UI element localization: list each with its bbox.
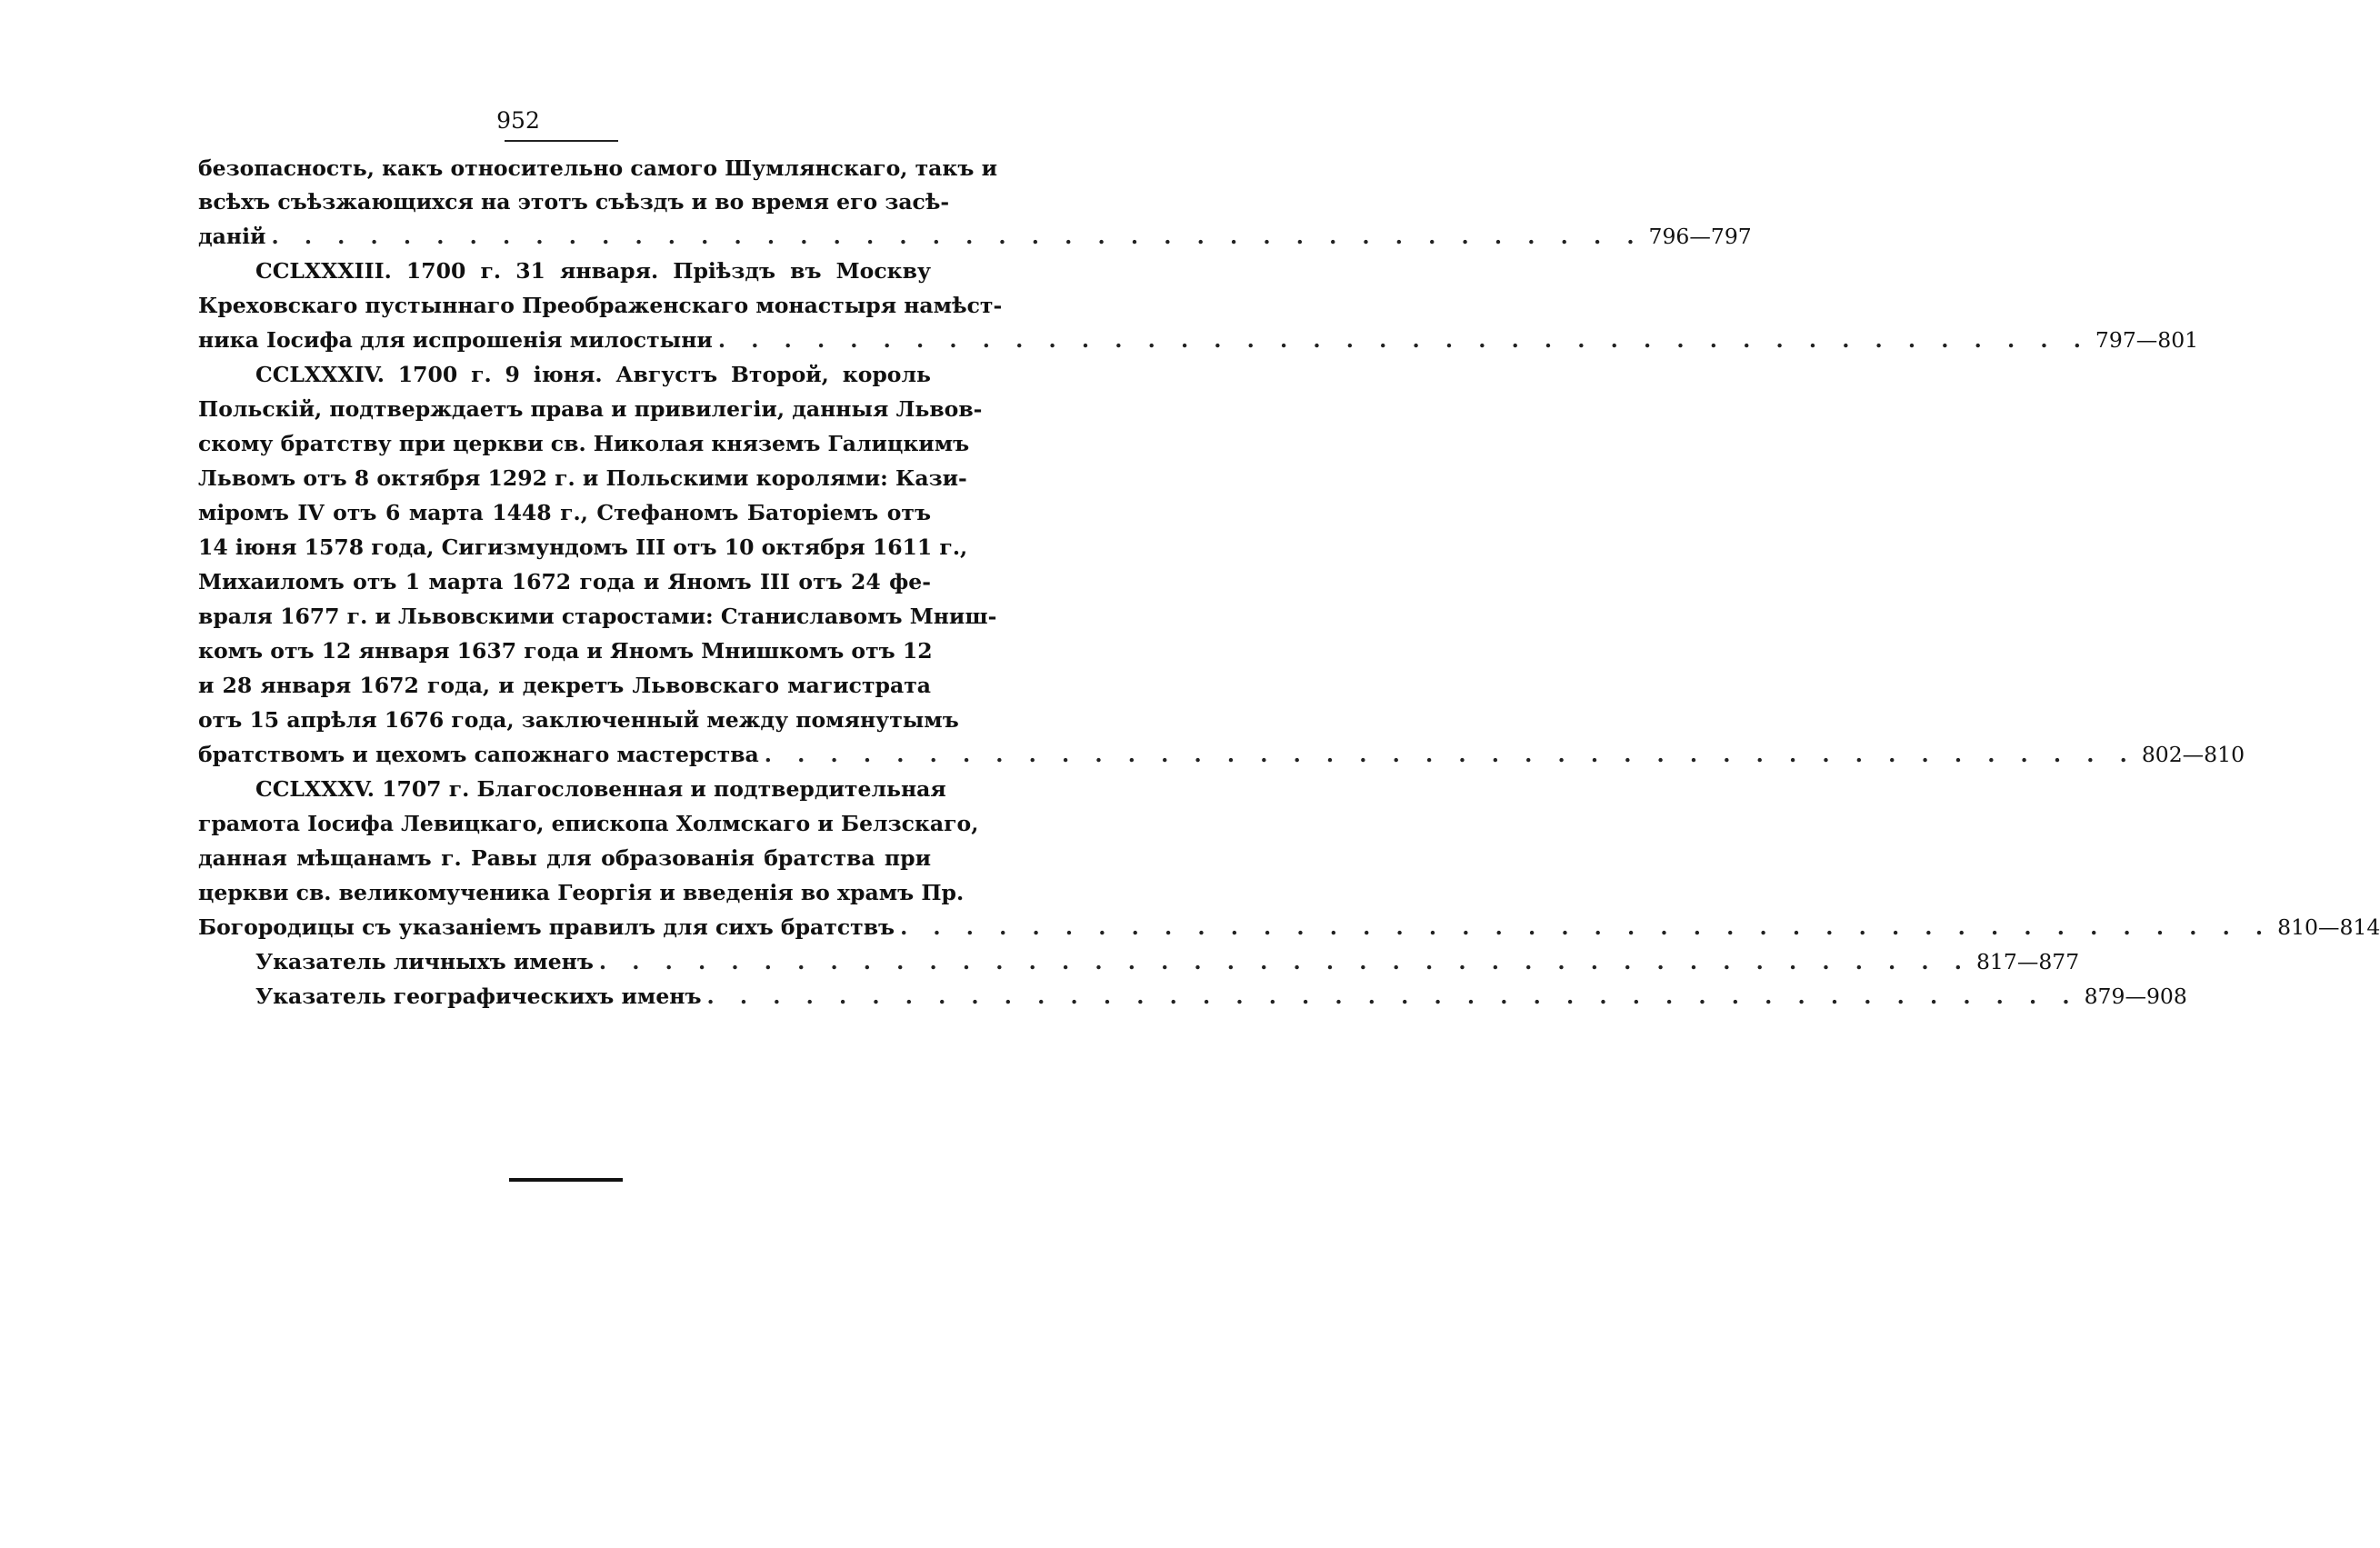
leader-dots: . . . . . . . . . . . . . . . . . . . . . . . . . . . . . . . . . . . . . . . . . .	[900, 914, 2273, 940]
index-personal-names	[255, 944, 2080, 979]
entry-title-tail: даній	[198, 224, 266, 249]
index-geographic-names	[255, 979, 2187, 1014]
entry-last-line	[198, 323, 2199, 357]
entry-title-tail: ника Іосифа для испрошенія милостыни	[198, 327, 713, 353]
entry-text-line: грамота Іосифа Левицкаго, епископа Холмскаго и Белзскаго,	[198, 811, 979, 836]
entry-last-line	[198, 910, 2380, 944]
entry-text-line: отъ 15 апрѣля 1676 года, заключенный между помянутымъ	[198, 707, 959, 733]
page-range: 802—810	[2141, 742, 2245, 767]
entry-text-line: и 28 января 1672 года, и декретъ Львовскаго магистрата	[198, 673, 931, 698]
index-label: Указатель личныхъ именъ	[255, 949, 594, 974]
entry-text-line: Львомъ отъ 8 октября 1292 г. и Польскими королями: Кази-	[198, 465, 967, 491]
entry-text-line: скому братству при церкви св. Николая княземъ Галицкимъ	[198, 431, 970, 456]
entry-text-line: церкви св. великомученика Георгія и введенія во храмъ Пр.	[198, 880, 965, 905]
entry-text-line: Польскій, подтверждаетъ права и привилегіи, данныя Львов-	[198, 396, 983, 422]
entry-text-line: комъ отъ 12 января 1637 года и Яномъ Мнишкомъ отъ 12	[198, 638, 933, 664]
page-range: 817—877	[1975, 949, 2080, 974]
entry-text-line: Креховскаго пустыннаго Преображенскаго монастыря намѣст-	[198, 293, 1003, 318]
leader-dots: . . . . . . . . . . . . . . . . . . . . . . . . . . . . . . . . . . . . . . . . . .	[271, 224, 1644, 249]
entry-text-line: всѣхъ съѣзжающихся на этотъ съѣздъ и во время его засѣ-	[198, 189, 950, 215]
entry-text-line: безопасность, какъ относительно самого Шумлянскаго, такъ и	[198, 155, 998, 181]
entry-last-line	[198, 737, 2245, 772]
entry-text-line: 14 іюня 1578 года, Сигизмундомъ III отъ 10 октября 1611 г.,	[198, 534, 968, 560]
page-range: 797—801	[2095, 327, 2199, 353]
page-range: 879—908	[2084, 984, 2187, 1009]
leader-dots: . . . . . . . . . . . . . . . . . . . . . . . . . . . . . . . . . . . . . . . . . .	[764, 742, 2136, 767]
leader-dots: . . . . . . . . . . . . . . . . . . . . . . . . . . . . . . . . . . . . . . . . . .	[598, 949, 1971, 974]
entry-text-line: Михаиломъ отъ 1 марта 1672 года и Яномъ III отъ 24 фе-	[198, 569, 931, 594]
page-number-rule	[505, 140, 618, 142]
entry-heading-line: CCLXXXV. 1707 г. Благословенная и подтвердительная	[255, 776, 946, 802]
page-range: 810—814	[2277, 914, 2380, 940]
leader-dots: . . . . . . . . . . . . . . . . . . . . . . . . . . . . . . . . . . . . . . . . . .	[717, 327, 2090, 353]
entry-title-tail: Богородицы съ указаніемъ правилъ для сихъ братствъ	[198, 914, 895, 940]
index-label: Указатель географическихъ именъ	[255, 984, 702, 1009]
entry-title-tail: братствомъ и цехомъ сапожнаго мастерства	[198, 742, 759, 767]
entry-text-line: міромъ IV отъ 6 марта 1448 г., Стефаномъ Баторіемъ отъ	[198, 500, 931, 525]
entry-last-line	[198, 219, 1752, 254]
page-number: 952	[496, 107, 540, 134]
page-range: 796—797	[1648, 224, 1752, 249]
entry-text-line: враля 1677 г. и Львовскими старостами: Станиславомъ Мниш-	[198, 604, 997, 629]
entry-heading-line: CCLXXXIV. 1700 г. 9 іюня. Августъ Второй, король	[255, 362, 931, 387]
entry-heading-line: CCLXXXIII. 1700 г. 31 января. Пріѣздъ въ Москву	[255, 258, 931, 284]
entry-text-line: данная мѣщанамъ г. Равы для образованія братства при	[198, 845, 931, 871]
leader-dots: . . . . . . . . . . . . . . . . . . . . . . . . . . . . . . . . . . . . . . . . . .	[706, 984, 2079, 1009]
end-rule	[509, 1178, 623, 1182]
